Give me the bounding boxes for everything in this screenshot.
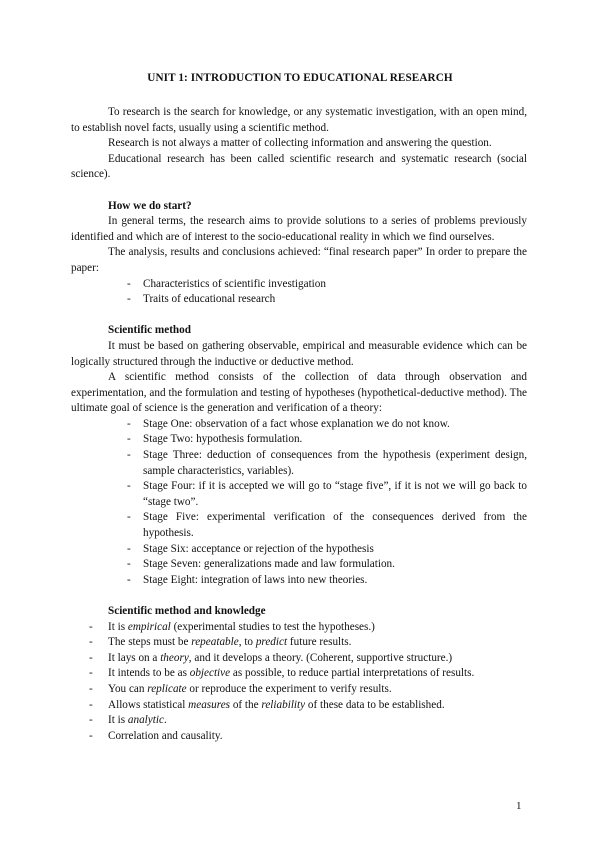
list-item: - The steps must be repeatable, to predict future results. xyxy=(89,636,352,649)
list-item: - Stage One: observation of a fact whose explanation we do not know. xyxy=(127,417,450,430)
section-heading-method: Scientific method xyxy=(108,324,191,337)
list-item: - Stage Eight: integration of laws into new theories. xyxy=(127,573,368,586)
list-item: - Stage Four: if it is accepted we will go to “stage five”, if it is not we will go back to “stage two”. xyxy=(127,480,527,508)
list-item: - Correlation and causality. xyxy=(89,729,223,742)
list-item: - Allows statistical measures of the reliability of these data to be established. xyxy=(89,698,445,711)
list-item: - You can replicate or reproduce the experiment to verify results. xyxy=(89,682,392,695)
list-item: - It is analytic. xyxy=(89,714,167,727)
start-paragraph-1: In general terms, the research aims to provide solutions to a series of problems previously identified and which are of interest to the socio-educational reality in which we find ourselves. xyxy=(71,215,527,243)
list-item: - Stage Six: acceptance or rejection of the hypothesis xyxy=(127,542,374,555)
page-number: 1 xyxy=(516,800,522,812)
list-item: - It lays on a theory, and it develops a theory. (Coherent, supportive structure.) xyxy=(89,651,453,664)
list-item: - Stage Seven: generalizations made and law formulation. xyxy=(127,558,395,571)
method-paragraph-2: A scientific method consists of the collection of data through observation and experimentation, and the formulation and testing of hypotheses (hypothetical-deductive method). The ultimate goal of science is the generation and verification of a theory: xyxy=(71,371,527,415)
page-title: UNIT 1: INTRODUCTION TO EDUCATIONAL RESEARCH xyxy=(147,72,453,84)
stages-list xyxy=(71,417,527,589)
section-heading-knowledge: Scientific method and knowledge xyxy=(108,605,266,617)
section-heading-start: How we do start? xyxy=(108,199,192,212)
list-item: - Stage Five: experimental verification of the consequences derived from the hypothesis. xyxy=(127,511,527,540)
intro-paragraph-3: Educational research has been called scientific research and systematic research (social science). xyxy=(71,152,527,181)
list-item: - It is empirical (experimental studies to test the hypotheses.) xyxy=(89,620,375,633)
intro-paragraph-1: To research is the search for knowledge, or any systematic investigation, with an open mind, to establish novel facts, usually using a scientific method. xyxy=(71,106,527,134)
intro-paragraph-2: Research is not always a matter of collecting information and answering the question. xyxy=(108,137,492,150)
list-item: - Stage Three: deduction of consequences from the hypothesis (experiment design, sample characteristics, variables). xyxy=(127,449,527,477)
list-item: - Characteristics of scientific investigation xyxy=(127,277,326,290)
start-list xyxy=(71,277,527,308)
list-item: - Stage Two: hypothesis formulation. xyxy=(127,433,303,446)
list-item: - Traits of educational research xyxy=(127,293,276,306)
start-paragraph-2: The analysis, results and conclusions achieved: “final research paper” In order to prepare the paper: xyxy=(71,246,527,274)
method-paragraph-1: It must be based on gathering observable, empirical and measurable evidence which can be logically structured through the inductive or deductive method. xyxy=(71,339,527,368)
list-item: - It intends to be as objective as possible, to reduce partial interpretations of results. xyxy=(89,667,475,680)
knowledge-list xyxy=(71,620,527,745)
document-body xyxy=(71,105,527,744)
